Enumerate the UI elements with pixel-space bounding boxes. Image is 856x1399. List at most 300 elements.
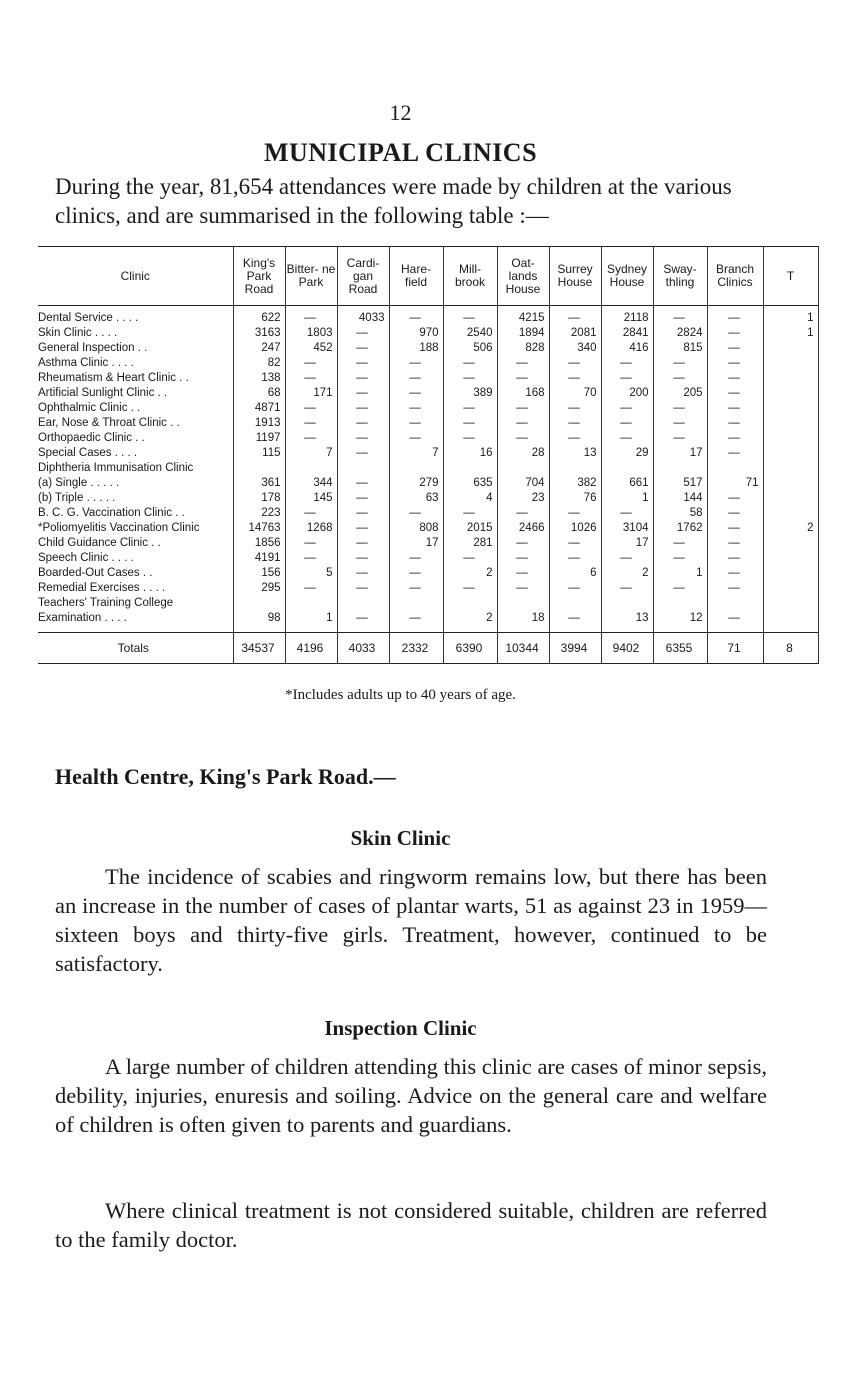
table-cell [763,506,818,521]
row-label: Dental Service . . . . [38,306,233,327]
total-cell: 9402 [601,633,653,664]
table-cell: 506 [443,341,497,356]
table-cell: 2841 [601,326,653,341]
table-cell: 1 [763,326,818,341]
total-cell: 6390 [443,633,497,664]
table-row [38,326,818,341]
table-row [38,341,818,356]
table-cell: — [707,536,763,551]
table-cell: 145 [285,491,337,506]
table-cell: — [497,536,549,551]
table-row [38,446,818,461]
total-cell: 8 [763,633,818,664]
table-cell [285,596,337,611]
table-cell: — [497,431,549,446]
table-cell: — [337,476,389,491]
table-cell: 2540 [443,326,497,341]
table-cell: — [443,416,497,431]
table-cell: — [337,506,389,521]
table-cell [763,431,818,446]
table-cell: 1856 [233,536,285,551]
table-cell: — [497,401,549,416]
table-cell: — [707,581,763,596]
table-cell: 188 [389,341,443,356]
table-cell: 58 [653,506,707,521]
skin-clinic-paragraph: The incidence of scabies and ringworm remains low, but there has been an increase in the number of cases of plantar warts, 51 as against 23 in 1959—sixteen boys and thirty-five girls. Treatment, however, continued to be satisfactory. [55,864,767,976]
total-cell: 34537 [233,633,285,664]
table-cell: 14763 [233,521,285,536]
table-cell [763,596,818,611]
table-cell: 970 [389,326,443,341]
table-cell: — [285,431,337,446]
table-cell: — [389,401,443,416]
table-cell: 1026 [549,521,601,536]
table-cell: 144 [653,491,707,506]
table-cell: — [443,431,497,446]
table-cell: 295 [233,581,285,596]
table-cell: — [707,491,763,506]
table-cell: — [285,581,337,596]
table-cell: 68 [233,386,285,401]
table-cell: 2015 [443,521,497,536]
column-header: Mill- brook [443,247,497,306]
table-cell: — [337,356,389,371]
table-cell: — [443,581,497,596]
table-cell: — [389,386,443,401]
table-cell: — [497,416,549,431]
table-cell: — [549,551,601,566]
table-row [38,611,818,633]
table-cell: 223 [233,506,285,521]
table-cell: 3163 [233,326,285,341]
table-cell: — [337,611,389,633]
table-cell [337,461,389,476]
table-cell: — [337,566,389,581]
table-body [38,306,818,664]
table-cell: — [707,431,763,446]
table-cell: 82 [233,356,285,371]
table-cell: — [601,506,653,521]
table-cell: — [337,326,389,341]
table-cell: — [285,306,337,327]
inspection-clinic-heading: Inspection Clinic [324,1016,477,1040]
clinic-attendance-table-container [38,246,814,676]
table-cell: 71 [707,476,763,491]
table-cell: 1 [285,611,337,633]
table-row [38,476,818,491]
table-cell [763,401,818,416]
table-cell: 2 [763,521,818,536]
table-cell: — [707,306,763,327]
table-cell: — [707,446,763,461]
table-row [38,491,818,506]
table-cell: 5 [285,566,337,581]
table-cell [233,596,285,611]
row-label: Diphtheria Immunisation Clinic [38,461,233,476]
table-cell: 344 [285,476,337,491]
table-cell: — [285,356,337,371]
total-cell: 2332 [389,633,443,664]
row-label: Boarded-Out Cases . . [38,566,233,581]
column-header: T [763,247,818,306]
table-cell: — [653,371,707,386]
table-cell [549,596,601,611]
table-cell: 361 [233,476,285,491]
total-cell: 4196 [285,633,337,664]
table-cell: — [601,416,653,431]
table-cell: — [285,401,337,416]
table-cell: 29 [601,446,653,461]
table-cell: — [707,566,763,581]
row-label: Asthma Clinic . . . . [38,356,233,371]
table-cell: 115 [233,446,285,461]
row-label: Ear, Nose & Throat Clinic . . [38,416,233,431]
table-cell: 76 [549,491,601,506]
table-cell [763,491,818,506]
row-label: (a) Single . . . . . [38,476,233,491]
table-cell: — [653,416,707,431]
table-cell: — [337,386,389,401]
table-cell: — [497,551,549,566]
table-cell: 247 [233,341,285,356]
table-cell: — [653,551,707,566]
table-cell: 340 [549,341,601,356]
table-cell: 4215 [497,306,549,327]
column-header: King's Park Road [233,247,285,306]
table-cell: 2 [443,611,497,633]
table-cell [233,461,285,476]
table-cell: 7 [285,446,337,461]
table-cell [763,476,818,491]
total-cell: 3994 [549,633,601,664]
table-cell: — [389,371,443,386]
table-cell [707,596,763,611]
table-cell: 281 [443,536,497,551]
table-cell: — [653,431,707,446]
table-cell: 4 [443,491,497,506]
table-cell [763,461,818,476]
table-cell: — [389,611,443,633]
table-cell: — [497,356,549,371]
table-cell: — [389,356,443,371]
table-cell: — [337,551,389,566]
table-cell: — [707,356,763,371]
table-cell: — [389,306,443,327]
table-cell: 704 [497,476,549,491]
table-cell: 3104 [601,521,653,536]
table-row [38,356,818,371]
row-label: Skin Clinic . . . . [38,326,233,341]
table-cell: — [337,446,389,461]
total-cell: 10344 [497,633,549,664]
table-cell: 1762 [653,521,707,536]
table-cell: — [389,581,443,596]
table-cell: — [601,401,653,416]
table-cell: 416 [601,341,653,356]
row-label: *Poliomyelitis Vaccination Clinic [38,521,233,536]
table-cell: — [497,506,549,521]
skin-clinic-heading: Skin Clinic [350,826,451,850]
table-cell: — [389,506,443,521]
table-cell: 98 [233,611,285,633]
table-cell: — [285,506,337,521]
table-row [38,431,818,446]
table-cell: — [707,371,763,386]
table-cell [763,446,818,461]
table-cell: — [601,581,653,596]
table-cell: — [337,536,389,551]
table-cell: — [549,611,601,633]
table-cell: 178 [233,491,285,506]
table-cell: 635 [443,476,497,491]
column-header-clinic: Clinic [38,247,233,306]
table-cell: — [337,341,389,356]
table-cell: 1 [653,566,707,581]
table-cell: — [707,326,763,341]
table-row [38,581,818,596]
table-cell: 661 [601,476,653,491]
table-cell: 12 [653,611,707,633]
row-label: Orthopaedic Clinic . . [38,431,233,446]
table-cell: — [549,581,601,596]
table-cell: — [549,371,601,386]
footnote: *Includes adults up to 40 years of age. [285,687,516,703]
table-cell: — [601,551,653,566]
table-cell: 517 [653,476,707,491]
table-cell: 6 [549,566,601,581]
table-cell: — [285,416,337,431]
table-cell [763,371,818,386]
totals-row [38,633,818,664]
row-label: Ophthalmic Clinic . . [38,401,233,416]
table-cell: — [337,581,389,596]
table-cell: — [601,371,653,386]
table-cell [707,461,763,476]
table-cell [763,551,818,566]
table-cell: 13 [601,611,653,633]
row-label: Special Cases . . . . [38,446,233,461]
column-header: Oat- lands House [497,247,549,306]
table-cell: — [549,401,601,416]
table-cell: — [653,581,707,596]
table-cell: 2 [601,566,653,581]
table-cell: — [443,401,497,416]
table-cell: 622 [233,306,285,327]
row-label: Artificial Sunlight Clinic . . [38,386,233,401]
table-cell: — [443,306,497,327]
totals-label: Totals [38,633,233,664]
row-label: Teachers' Training College [38,596,233,611]
row-label: B. C. G. Vaccination Clinic . . [38,506,233,521]
table-cell [497,596,549,611]
table-cell: — [285,371,337,386]
table-cell: 28 [497,446,549,461]
column-header: Surrey House [549,247,601,306]
table-row [38,536,818,551]
table-cell: — [337,431,389,446]
table-cell: 7 [389,446,443,461]
table-cell [443,596,497,611]
table-cell [497,461,549,476]
table-row [38,596,818,611]
table-cell: — [285,536,337,551]
table-cell: 828 [497,341,549,356]
clinic-attendance-table [38,246,819,664]
table-cell [763,611,818,633]
table-cell: 17 [601,536,653,551]
inspection-clinic-paragraph-2: Where clinical treatment is not considered suitable, children are referred to the family doctor. [55,1198,767,1252]
table-cell: — [601,431,653,446]
table-cell: 1197 [233,431,285,446]
table-cell: — [389,551,443,566]
table-cell: 63 [389,491,443,506]
table-cell: — [549,506,601,521]
table-cell: 205 [653,386,707,401]
table-cell: — [549,431,601,446]
row-label: Remedial Exercises . . . . [38,581,233,596]
column-header: Sway- thling [653,247,707,306]
table-cell: — [707,416,763,431]
table-cell [763,386,818,401]
table-cell: 382 [549,476,601,491]
table-cell [763,416,818,431]
total-cell: 71 [707,633,763,664]
table-cell: — [337,401,389,416]
table-cell: 138 [233,371,285,386]
table-cell [601,596,653,611]
section-heading: Health Centre, King's Park Road.— [55,764,396,789]
table-cell [337,596,389,611]
table-cell: — [443,371,497,386]
table-cell: — [443,506,497,521]
table-cell: 1 [763,306,818,327]
table-cell [653,596,707,611]
table-cell: — [443,356,497,371]
table-cell: — [549,356,601,371]
table-row [38,506,818,521]
table-cell: — [601,356,653,371]
table-row [38,551,818,566]
table-row [38,461,818,476]
table-cell: — [497,581,549,596]
table-cell: 1913 [233,416,285,431]
table-cell: 156 [233,566,285,581]
table-cell: 2466 [497,521,549,536]
table-cell: — [337,491,389,506]
table-cell: 279 [389,476,443,491]
table-row [38,386,818,401]
table-cell: 17 [389,536,443,551]
table-cell: 1 [601,491,653,506]
table-cell [763,341,818,356]
table-cell: 1268 [285,521,337,536]
inspection-clinic-paragraph-1: A large number of children attending this clinic are cases of minor sepsis, debility, injuries, enuresis and soiling. Advice on the general care and welfare of children is often given to parents and guardians. [55,1054,767,1137]
table-cell [653,461,707,476]
table-cell: 13 [549,446,601,461]
table-cell: — [549,306,601,327]
table-header-row [38,247,818,306]
table-cell: — [707,341,763,356]
table-cell: — [707,551,763,566]
table-cell: 389 [443,386,497,401]
table-cell [601,461,653,476]
column-header: Hare- field [389,247,443,306]
total-cell: 4033 [337,633,389,664]
table-row [38,521,818,536]
table-cell: 2 [443,566,497,581]
table-cell [389,461,443,476]
table-cell: — [389,431,443,446]
row-label: Speech Clinic . . . . [38,551,233,566]
table-row [38,401,818,416]
table-cell: 4871 [233,401,285,416]
table-cell [549,461,601,476]
table-cell: — [707,401,763,416]
table-cell: 168 [497,386,549,401]
page-title: MUNICIPAL CLINICS [263,138,538,167]
table-cell: — [497,371,549,386]
table-cell: 1803 [285,326,337,341]
table-cell: — [707,506,763,521]
row-label: Child Guidance Clinic . . [38,536,233,551]
table-cell: — [707,386,763,401]
table-cell: — [653,356,707,371]
table-cell [763,536,818,551]
table-cell: — [443,551,497,566]
table-cell: 18 [497,611,549,633]
table-row [38,416,818,431]
table-cell: — [389,566,443,581]
table-cell [763,566,818,581]
table-cell: 200 [601,386,653,401]
table-cell [443,461,497,476]
column-header: Cardi- gan Road [337,247,389,306]
page-number: 12 [389,100,412,125]
table-cell: 1894 [497,326,549,341]
table-row [38,566,818,581]
table-cell: 452 [285,341,337,356]
table-cell: — [337,521,389,536]
table-cell: 17 [653,446,707,461]
column-header: Bitter- ne Park [285,247,337,306]
row-label: Examination . . . . [38,611,233,633]
table-cell: — [653,536,707,551]
table-cell: 2081 [549,326,601,341]
total-cell: 6355 [653,633,707,664]
table-cell: 2824 [653,326,707,341]
table-cell [389,596,443,611]
table-cell: 171 [285,386,337,401]
table-cell [763,581,818,596]
table-cell: 2118 [601,306,653,327]
table-cell: 808 [389,521,443,536]
table-cell: — [337,371,389,386]
table-cell: 815 [653,341,707,356]
table-cell: — [497,566,549,581]
table-cell: — [549,416,601,431]
table-cell: 16 [443,446,497,461]
table-cell [763,356,818,371]
table-cell: — [653,401,707,416]
table-cell: — [389,416,443,431]
row-label: (b) Triple . . . . . [38,491,233,506]
table-cell: 4191 [233,551,285,566]
table-row [38,306,818,327]
table-cell: — [337,416,389,431]
table-cell: 4033 [337,306,389,327]
row-label: Rheumatism & Heart Clinic . . [38,371,233,386]
row-label: General Inspection . . [38,341,233,356]
